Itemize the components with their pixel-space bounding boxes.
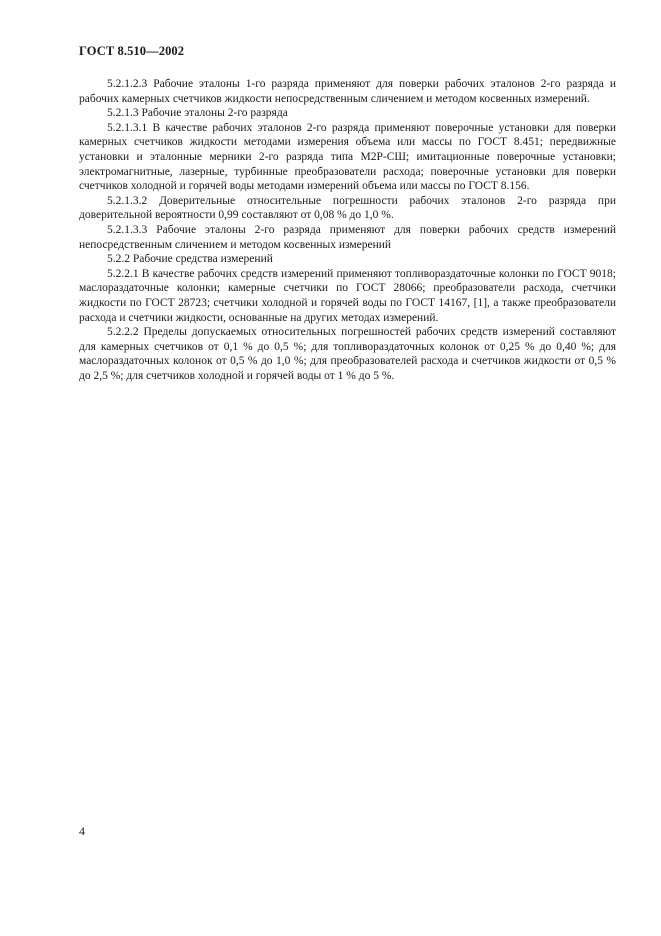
paragraph-5-2-2-1: 5.2.2.1 В качестве рабочих средств измерений применяют топливораздаточные колонки по ГОСТ 9018; маслораздаточные колонки; камерные счетчики по ГОСТ 28066; преобразователи расхода, счетчики жидкости по ГОСТ 28723; счетчики холодной и горячей воды по ГОСТ 14167, [1], а также преобразователи расхода и счетчики жидкости, основанные на других методах измерений. [79, 267, 616, 324]
document-header: ГОСТ 8.510—2002 [79, 44, 185, 58]
paragraph-5-2-2-2: 5.2.2.2 Пределы допускаемых относительных погрешностей рабочих средств измерений составляют для камерных счетчиков от 0,1 % до 0,5 %; для топливораздаточных колонок от 0,25 % до 0,40 %; для маслораздаточных колонок от 0,5 % до 1,0 %; для преобразователей расхода и счетчиков жидкости от 0,5 % до 2,5 %; для счетчиков холодной и горячей воды от 1 % до 5 %. [79, 326, 616, 382]
page-number: 4 [79, 824, 85, 838]
section-heading-5-2-2: 5.2.2 Рабочие средства измерений [107, 253, 273, 266]
document-body [79, 77, 616, 383]
paragraph-5-2-1-2-3: 5.2.1.2.3 Рабочие эталоны 1-го разряда применяют для поверки рабочих эталонов 2-го разряда и рабочих камерных счетчиков жидкости непосредственным сличением и методом косвенных измерений. [79, 78, 616, 105]
section-heading-5-2-1-3: 5.2.1.3 Рабочие эталоны 2-го разряда [107, 107, 288, 120]
paragraph-5-2-1-3-3: 5.2.1.3.3 Рабочие эталоны 2-го разряда применяют для поверки рабочих средств измерений непосредственным сличением и методом косвенных измерений [79, 223, 616, 251]
paragraph-5-2-1-3-2: 5.2.1.3.2 Доверительные относительные погрешности рабочих эталонов 2-го разряда при доверительной вероятности 0,99 составляют от 0,08 % до 1,0 %. [79, 194, 616, 222]
paragraph-5-2-1-3-1: 5.2.1.3.1 В качестве рабочих эталонов 2-го разряда применяют поверочные установки для поверки камерных счетчиков жидкости методами измерения объема или массы по ГОСТ 8.451; передвижные установки и эталонные мерники 2-го разряда типа М2Р-СШ; имитационные поверочные установки; электромагнитные, лазерные, турбинные преобразователи расхода; поверочные установки для поверки счетчиков холодной и горячей воды методами измерений объема или массы по ГОСТ 8.156. [79, 121, 616, 193]
